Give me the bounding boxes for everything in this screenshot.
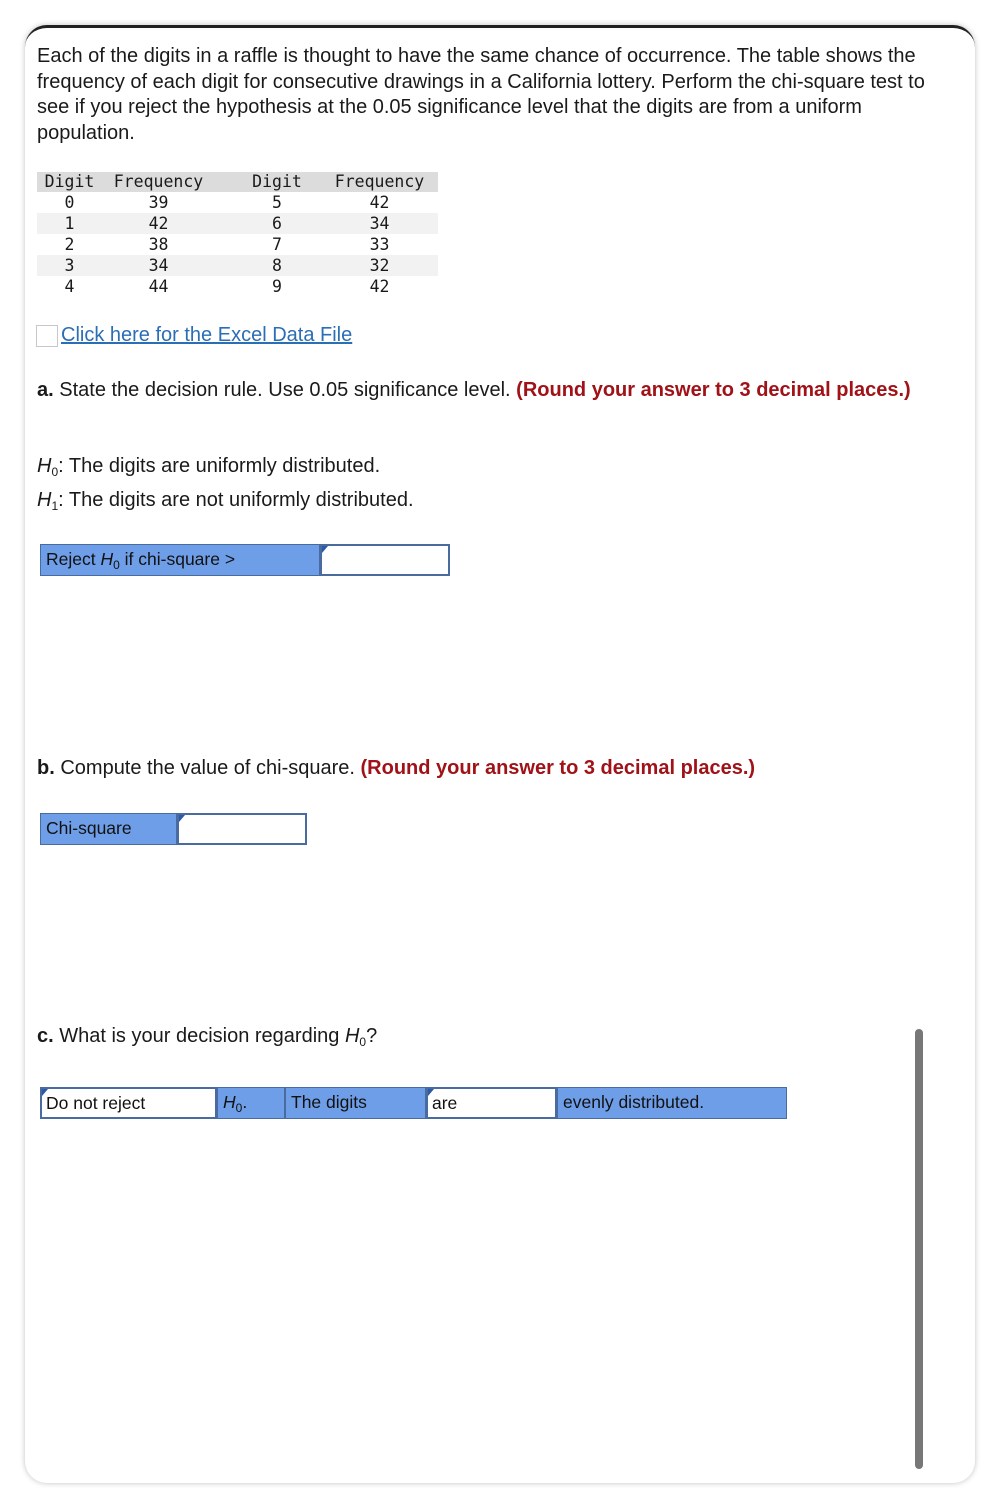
table-header: Frequency xyxy=(102,172,215,192)
problem-prompt: Each of the digits in a raffle is thought to have the same chance of occurrence. The table shows the frequency of each digit for consecutive drawings in a California lottery. Perform the chi-square test to see if you reject the hypothesis at the 0.05 significance level that the digits are from a uniform population. xyxy=(37,45,925,144)
table-row: 4 44 9 42 xyxy=(64,277,390,296)
decision-rule-label: Reject $H_0$ if chi-square > xyxy=(40,544,320,576)
table-row: 1 42 6 34 xyxy=(37,213,438,234)
part-c-question: c. What is your decision regarding $H_0$? xyxy=(37,1025,378,1049)
alternative-hypothesis: $H_1$: The digits are not uniformly distributed. xyxy=(37,489,414,513)
chi-square-row xyxy=(40,813,307,845)
are-select[interactable]: are xyxy=(426,1087,557,1119)
critical-value-input[interactable] xyxy=(320,544,450,576)
chi-square-input[interactable] xyxy=(177,813,307,845)
chi-square-label: Chi-square xyxy=(40,813,177,845)
h0-cell: $H_0$. xyxy=(217,1087,285,1119)
table-row: 3 34 8 32 xyxy=(37,255,438,276)
table-header: Digit xyxy=(37,172,102,192)
null-hypothesis: $H_0$: The digits are uniformly distributed. xyxy=(37,455,381,479)
question-card xyxy=(25,25,975,1483)
table-row: 2 38 7 33 xyxy=(64,235,390,254)
frequency-table xyxy=(37,172,438,297)
part-b-question: b. Compute the value of chi-square. (Round your answer to 3 decimal places.) xyxy=(37,757,756,779)
decision-rule-row xyxy=(40,544,450,576)
hypotheses xyxy=(37,452,414,520)
table-header: Frequency xyxy=(321,172,438,192)
evenly-distributed-cell: evenly distributed. xyxy=(557,1087,787,1119)
excel-link-row[interactable] xyxy=(36,324,352,347)
decision-row xyxy=(40,1087,787,1119)
decision-select[interactable]: Do not reject xyxy=(40,1087,217,1119)
table-header: Digit xyxy=(233,172,321,192)
scrollbar[interactable] xyxy=(915,1029,923,1469)
digits-text-cell: The digits xyxy=(285,1087,426,1119)
excel-data-link[interactable]: Click here for the Excel Data File xyxy=(61,324,353,346)
excel-file-icon xyxy=(36,325,58,347)
part-a-question: a. State the decision rule. Use 0.05 significance level. (Round your answer to 3 decimal places.) xyxy=(37,379,911,401)
table-row: 0 39 5 42 xyxy=(64,193,390,212)
